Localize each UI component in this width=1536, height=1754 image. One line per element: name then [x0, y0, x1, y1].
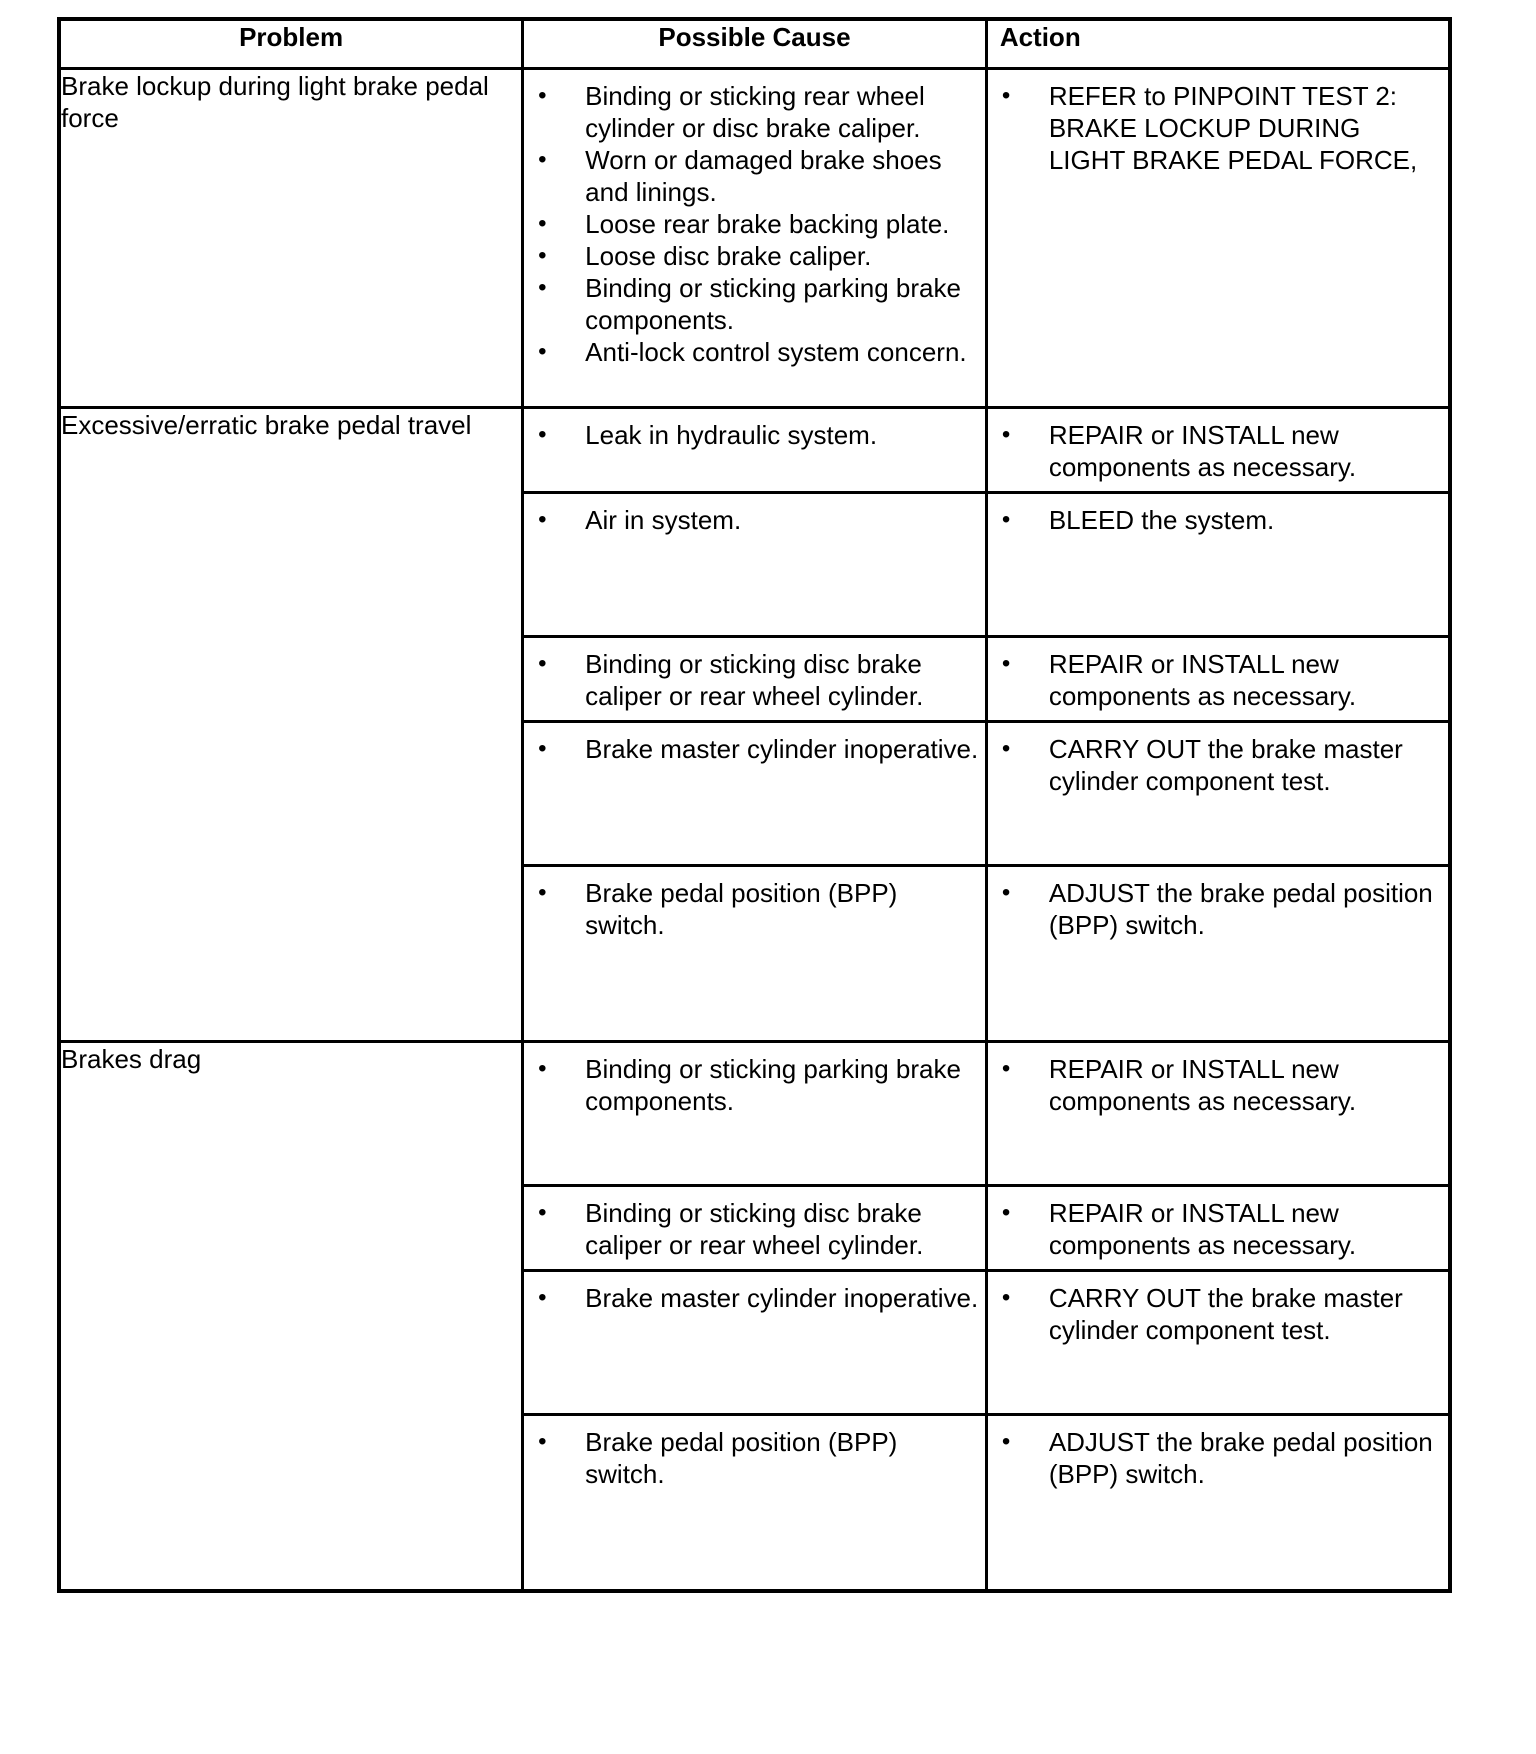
action-item: • REPAIR or INSTALL new components as necessary.: [988, 1053, 1442, 1117]
cause-item: • Binding or sticking parking brake components.: [524, 272, 979, 336]
action-cell: [986, 1415, 1450, 1591]
action-item: • REPAIR or INSTALL new components as necessary.: [988, 648, 1442, 712]
problem-cell: Brakes drag: [59, 1042, 523, 1591]
action-item: • REPAIR or INSTALL new components as necessary.: [988, 419, 1442, 483]
action-cell: [986, 69, 1450, 408]
cause-item: • Binding or sticking disc brake caliper or rear wheel cylinder.: [524, 1197, 979, 1261]
cause-cell: [523, 1271, 987, 1415]
table-row: [59, 1042, 1450, 1186]
cause-item: • Leak in hydraulic system.: [524, 419, 979, 451]
cause-cell: [523, 69, 987, 408]
cause-cell: [523, 493, 987, 637]
header-possible-cause: Possible Cause: [523, 19, 987, 69]
cause-item: • Brake pedal position (BPP) switch.: [524, 877, 979, 941]
action-cell: [986, 1271, 1450, 1415]
action-item: • REPAIR or INSTALL new components as necessary.: [988, 1197, 1442, 1261]
cause-item: • Brake pedal position (BPP) switch.: [524, 1426, 979, 1490]
action-item: • CARRY OUT the brake master cylinder component test.: [988, 1282, 1442, 1346]
cause-cell: [523, 408, 987, 493]
action-item: • ADJUST the brake pedal position (BPP) switch.: [988, 877, 1442, 941]
action-cell: [986, 1186, 1450, 1271]
problem-cell: Brake lockup during light brake pedal force: [59, 69, 523, 408]
action-item: • ADJUST the brake pedal position (BPP) switch.: [988, 1426, 1442, 1490]
table-row: [59, 408, 1450, 493]
cause-item: • Binding or sticking parking brake components.: [524, 1053, 979, 1117]
action-cell: [986, 493, 1450, 637]
action-cell: [986, 722, 1450, 866]
cause-cell: [523, 1415, 987, 1591]
header-problem: Problem: [59, 19, 523, 69]
action-cell: [986, 1042, 1450, 1186]
cause-item: • Air in system.: [524, 504, 979, 536]
diagnosis-table: [57, 17, 1452, 1593]
problem-cell: Excessive/erratic brake pedal travel: [59, 408, 523, 1042]
action-cell: [986, 408, 1450, 493]
cause-cell: [523, 866, 987, 1042]
action-cell: [986, 637, 1450, 722]
table-row: [59, 69, 1450, 408]
cause-cell: [523, 722, 987, 866]
cause-item: • Worn or damaged brake shoes and linings.: [524, 144, 979, 208]
action-item: • CARRY OUT the brake master cylinder component test.: [988, 733, 1442, 797]
cause-cell: [523, 1042, 987, 1186]
cause-cell: [523, 637, 987, 722]
header-row: [59, 19, 1450, 69]
cause-cell: [523, 1186, 987, 1271]
cause-item: • Anti-lock control system concern.: [524, 336, 979, 368]
action-item: • REFER to PINPOINT TEST 2: BRAKE LOCKUP DURING LIGHT BRAKE PEDAL FORCE,: [988, 80, 1442, 176]
header-action: Action: [986, 19, 1450, 69]
cause-item: • Binding or sticking rear wheel cylinder or disc brake caliper.: [524, 80, 979, 144]
action-cell: [986, 866, 1450, 1042]
cause-item: • Loose rear brake backing plate.: [524, 208, 979, 240]
cause-item: • Brake master cylinder inoperative.: [524, 733, 979, 765]
action-item: • BLEED the system.: [988, 504, 1442, 536]
cause-item: • Brake master cylinder inoperative.: [524, 1282, 979, 1314]
cause-item: • Binding or sticking disc brake caliper or rear wheel cylinder.: [524, 648, 979, 712]
cause-item: • Loose disc brake caliper.: [524, 240, 979, 272]
